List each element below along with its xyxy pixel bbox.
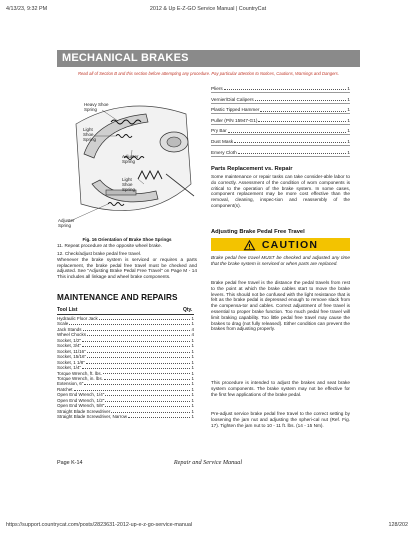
free-travel-paragraph-2: This procedure is intended to adjust the brakes and seat brake system components. The brake system may not be effective for the first few applications of the brake pedal. — [211, 380, 350, 397]
tool-row — [57, 360, 194, 365]
page-label: Page K-14 — [57, 460, 83, 466]
tool-row — [57, 316, 194, 321]
tool-row — [57, 414, 194, 419]
tool-name: Straight Blade Screwdriver — [57, 408, 111, 414]
tool-name: Scale — [57, 321, 69, 327]
leader-dots — [228, 128, 347, 132]
tool-row — [57, 398, 194, 403]
tool-name: Socket, 1/2" — [57, 337, 82, 343]
light-shoe-spring-label-top: Light Shoe Spring — [83, 127, 97, 142]
qty-header: Qty. — [183, 307, 193, 313]
tool-name: Jack Stands — [57, 326, 82, 332]
tool-qty: 1 — [191, 408, 194, 414]
leader-dots — [111, 409, 190, 413]
tool-name: Hydraulic Floor Jack — [57, 316, 98, 321]
tool-list-rule — [57, 314, 194, 315]
maintenance-heading: MAINTENANCE AND REPAIRS — [57, 293, 178, 302]
tool-row — [57, 321, 194, 326]
parts-row — [211, 107, 350, 114]
part-qty: 1 — [347, 86, 350, 91]
leader-dots — [87, 349, 191, 353]
tool-qty: 1 — [191, 370, 194, 376]
print-url: https://support.countrycat.com/posts/2823631-2012-up-e-z-go-service-manual — [6, 522, 193, 528]
tool-row — [57, 343, 194, 348]
tool-qty: 1 — [191, 354, 194, 360]
part-name: Plastic Tipped Hammer — [211, 107, 260, 113]
part-qty: 1 — [347, 128, 350, 134]
tool-name: Extension, 6" — [57, 381, 84, 387]
tool-row — [57, 332, 194, 337]
leader-dots — [83, 327, 191, 331]
adjuster-spring-label-right: Adjuster Spring — [122, 154, 139, 164]
leader-dots — [224, 86, 347, 90]
part-name: Vernier/Dial Calipers — [211, 96, 254, 102]
manual-title: Repair and Service Manual — [173, 459, 243, 466]
leader-dots — [105, 403, 190, 407]
leader-dots — [74, 387, 191, 391]
print-page-title: 2012 & Up E-Z-GO Service Manual | CountryCat — [149, 6, 267, 12]
part-qty: 1 — [347, 117, 350, 123]
free-travel-paragraph-1: Brake pedal free travel is the distance the pedal travels from rest to the point at which the brake cables start to move the brake levers. This should not be confused with the light resistance that is felt as the brake pedal is depressed enough to remove slack from the compensa-tor and cables. Correct adjustment of free travel is essential to proper brake function. Too much pedal free travel will limit braking capability. Too little pedal free travel may cause the brakes to drag (not fully released). Either condition can prevent the brakes from adjusting properly. — [211, 280, 350, 332]
leader-dots — [255, 97, 347, 101]
parts-row — [211, 86, 350, 93]
part-qty: 1 — [347, 96, 350, 102]
leader-dots — [87, 332, 190, 336]
leader-dots — [87, 354, 190, 358]
leader-dots — [234, 139, 346, 143]
tool-name: Wheel Chocks — [57, 332, 87, 338]
tool-row — [57, 354, 194, 359]
tool-qty: 1 — [191, 392, 194, 398]
part-name: Emery Cloth — [211, 149, 237, 155]
leader-dots — [128, 414, 190, 418]
leader-dots — [103, 371, 191, 375]
tool-row — [57, 371, 194, 376]
leader-dots — [82, 338, 190, 342]
tool-name: Socket, 1 1/8" — [57, 359, 85, 365]
tool-row — [57, 365, 194, 370]
leader-dots — [84, 381, 190, 385]
tool-name: Torque Wrench, in. lbs. — [57, 375, 103, 381]
tool-name: Socket, 15/16" — [57, 354, 87, 360]
leader-dots — [82, 365, 190, 369]
step-11: 11. Repeat procedure at the opposite wheel brake. — [57, 243, 162, 248]
tool-name: Socket, 1/4" — [57, 365, 82, 371]
tool-qty: 1 — [191, 337, 194, 343]
light-shoe-spring-label-mid: Light Shoe Spring — [122, 177, 136, 192]
caution-banner — [211, 238, 350, 251]
part-name: Puller (P/N 15947-G1) — [211, 117, 258, 123]
print-datetime: 4/13/23, 9:32 PM — [6, 6, 48, 12]
tool-row — [57, 392, 194, 397]
tool-qty: 1 — [191, 397, 194, 403]
step-12: 12. Check/adjust brake pedal free travel. Whenever the brake system is serviced or requires a parts replacement, the brake pedal free travel must be checked and adjusted. See "Adjusting Brake Pedal Free Travel" on Page M - 14 This includes all linkage and wheel brake components. — [57, 251, 197, 280]
tool-name: Open End Wrench, 1/2" — [57, 397, 105, 403]
tool-qty: 1 — [191, 348, 194, 354]
tool-name: Socket, 3/4" — [57, 343, 82, 349]
tool-name: Open End Wrench, 1/4" — [57, 392, 105, 398]
parts-row — [211, 128, 350, 135]
tool-row — [57, 381, 194, 386]
tool-qty: 1 — [191, 386, 194, 392]
tool-name: Socket, 11/16" — [57, 348, 86, 354]
tool-name: Torque Wrench, ft. lbs. — [57, 370, 102, 376]
parts-row — [211, 97, 350, 104]
tool-qty: 4 — [191, 332, 194, 338]
parts-replacement-text: Some maintenance or repair tasks can take consider-able labor to do correctly. Assessment of the condition of worn components is critical to the operation of the brake system. In some cases, component replacement may be more cost effective than the removal, cleaning, inspec-tion and reassembly of the component(s). — [211, 174, 350, 208]
section-warning: Read all of Section B and this section before attempting any procedure. Pay particular attention to Notices, Cautions, Warnings and Dangers. — [77, 71, 340, 76]
leader-dots — [105, 392, 190, 396]
tool-qty: 1 — [191, 365, 194, 371]
free-travel-paragraph-3: Pre-adjust service brake pedal free travel to the correct setting by loosening the jam nut and adjusting the spheri-cal nut (Ref. Fig. 17). Tighten the jam nut to 10 - 11 ft. lbs. (14 - 15 Nm). — [211, 411, 350, 428]
adjuster-spring-label-bottom: Adjuster Spring — [58, 218, 75, 228]
caution-word: CAUTION — [261, 238, 319, 251]
tool-name: Ratchet — [57, 386, 73, 392]
leader-dots — [105, 398, 190, 402]
part-qty: 1 — [347, 107, 350, 113]
leader-dots — [82, 343, 190, 347]
leader-dots — [238, 150, 347, 154]
tool-qty: 1 — [191, 316, 194, 321]
part-qty: 1 — [347, 149, 350, 155]
part-name: Dust Mask — [211, 139, 234, 144]
adjusting-heading: Adjusting Brake Pedal Free Travel — [211, 229, 305, 235]
section-title-banner: MECHANICAL BRAKES — [57, 50, 360, 67]
tool-qty: 1 — [191, 343, 194, 349]
caution-text: Brake pedal free travel MUST be checked and adjusted any time that the brake system is serviced or when parts are replaced. — [211, 255, 350, 266]
tool-qty: 4 — [191, 326, 194, 332]
tool-qty: 1 — [191, 414, 194, 420]
parts-row — [211, 139, 350, 146]
parts-row — [211, 118, 350, 125]
parts-replacement-heading: Parts Replacement vs. Repair — [211, 166, 293, 172]
leader-dots — [260, 107, 346, 111]
tool-list-header: Tool List — [57, 307, 78, 313]
parts-row — [211, 150, 350, 157]
tool-row — [57, 403, 194, 408]
warning-triangle-icon — [243, 239, 256, 251]
leader-dots — [69, 321, 190, 325]
leader-dots — [99, 316, 191, 320]
part-qty: 1 — [347, 139, 350, 144]
tool-row — [57, 349, 194, 354]
tool-name: Straight Blade Screwdriver, Narrow — [57, 414, 128, 420]
tool-qty: 1 — [191, 381, 194, 387]
tool-row — [57, 327, 194, 332]
tool-qty: 1 — [191, 375, 194, 381]
figure-caption: Fig. 16 Orientation of Brake Shoe Springs — [82, 237, 172, 242]
tool-row — [57, 338, 194, 343]
part-name: Pliers — [211, 86, 223, 91]
tool-qty: 1 — [191, 403, 194, 409]
tool-qty: 1 — [191, 359, 194, 365]
tool-name: Open End Wrench, 5/8" — [57, 403, 105, 409]
print-page-count: 128/202 — [388, 522, 408, 528]
brake-shoe-figure — [56, 84, 196, 238]
tool-row — [57, 409, 194, 414]
tool-row — [57, 387, 194, 392]
part-name: Pry Bar — [211, 128, 227, 134]
tool-qty: 1 — [191, 321, 194, 327]
heavy-shoe-spring-label: Heavy Shoe Spring — [84, 102, 109, 112]
tool-row — [57, 376, 194, 381]
leader-dots — [258, 118, 346, 122]
leader-dots — [86, 360, 191, 364]
leader-dots — [104, 376, 191, 380]
